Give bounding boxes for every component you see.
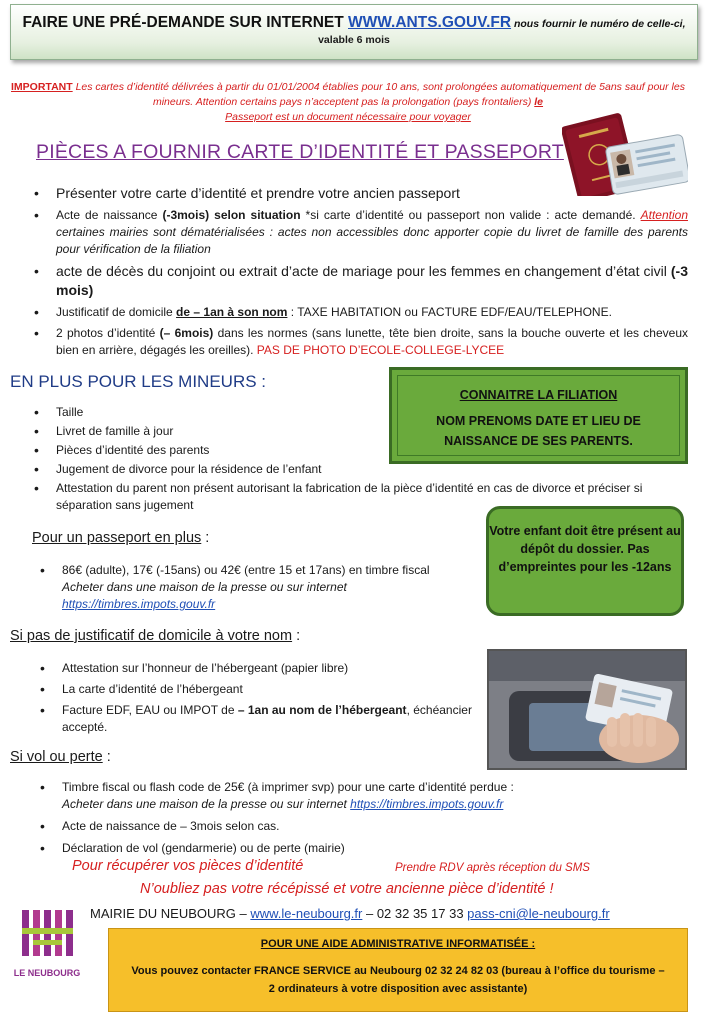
passport-list [34, 562, 474, 613]
list-item: • Timbre fiscal ou flash code de 25€ (à imprimer svp) pour une carte d’identité perdue : Acheter dans une maison de la presse ou sur internet https://timbres.impots.gouv.fr [34, 779, 674, 813]
ants-link[interactable]: WWW.ANTS.GOUV.FR [348, 14, 512, 31]
list-item: • Attestation du parent non présent autorisant la fabrication de la pièce d’identité en cas de divorce et préciser si séparation sans jugement [28, 480, 693, 514]
theft-loss-section-title: Si vol ou perte : [10, 749, 111, 765]
list-item: • Livret de famille à jour [28, 423, 693, 440]
list-item: • 2 photos d’identité (– 6mois) dans les normes (sans lunette, tête bien droite, sans la bouche ouverte et les cheveux bien en arrière, dégagés les oreilles). PAS DE PHOTO D’ECOLE-COLLEGE-LYCEE [28, 325, 688, 359]
list-item: • Présenter votre carte d’identité et prendre votre ancien passeport [28, 184, 688, 203]
passport-section-title: Pour un passeport en plus : [32, 530, 210, 546]
retrieval-note: Pour récupérer vos pièces d’identité [72, 858, 304, 874]
mairie-contact: MAIRIE DU NEUBOURG – www.le-neubourg.fr – 02 32 35 17 33 pass-cni@le-neubourg.fr [90, 906, 610, 921]
fingerprint-scanner-image [487, 649, 687, 770]
header-validity: valable 6 mois [318, 34, 390, 46]
list-item: • Acte de naissance de – 3mois selon cas. [34, 818, 674, 835]
admin-help-title: POUR UNE AIDE ADMINISTRATIVE INFORMATISÉE : [260, 938, 536, 950]
list-item: • Attestation sur l’honneur de l’hébergeant (papier libre) [34, 660, 479, 677]
list-item: • Justificatif de domicile de – 1an à son nom : TAXE HABITATION ou FACTURE EDF/EAU/TELEPHONE. [28, 304, 688, 321]
admin-help-text: Vous pouvez contacter FRANCE SERVICE au Neubourg 02 32 24 82 03 (bureau à l’office du tourisme – 2 ordinateurs à votre disposition avec assistante) [131, 965, 665, 995]
filiation-title: CONNAITRE LA FILIATION [459, 388, 618, 402]
list-item: • Taille [28, 404, 693, 421]
header-banner [10, 4, 698, 60]
svg-text:LE NEUBOURG: LE NEUBOURG [14, 968, 80, 978]
list-item: • Déclaration de vol (gendarmerie) ou de perte (mairie) [34, 840, 674, 857]
domicile-list [34, 660, 479, 740]
appointment-note: Prendre RDV après réception du SMS [395, 862, 590, 874]
reminder-note: N’oubliez pas votre récépissé et votre ancienne pièce d’identité ! [140, 881, 554, 897]
header-line [11, 14, 697, 32]
list-item: • 86€ (adulte), 17€ (-15ans) ou 42€ (entre 15 et 17ans) en timbre fiscal Acheter dans une maison de la presse ou sur internet https://timbres.impots.gouv.fr [34, 562, 474, 613]
passport-id-card-image [562, 104, 688, 196]
list-item: • La carte d’identité de l’hébergeant [34, 681, 479, 698]
header-note: nous fournir le numéro de celle-ci, [511, 18, 686, 30]
admin-help-box [108, 928, 688, 1012]
important-label: IMPORTANT [11, 81, 73, 93]
important-text: Les cartes d’identité délivrées à partir du 01/01/2004 établies pour 10 ans, sont prolongées automatiquement de 5ans sauf pour les mineurs. Attention certains pays n’acceptent pas la prolongation (pays frontaliers) [72, 81, 685, 108]
timbres-link-2[interactable]: https://timbres.impots.gouv.fr [350, 797, 504, 811]
important-le: le [534, 96, 544, 108]
header-main-text: FAIRE UNE PRÉ-DEMANDE SUR INTERNET [22, 14, 349, 31]
minors-section-title: EN PLUS POUR LES MINEURS : [10, 372, 267, 391]
documents-list [28, 184, 688, 363]
important-passport-line: Passeport est un document nécessaire pour voyager [225, 111, 471, 123]
le-neubourg-logo [14, 906, 80, 988]
theft-loss-list [34, 779, 674, 862]
domicile-section-title: Si pas de justificatif de domicile à votre nom : [10, 628, 301, 644]
list-item: • Pièces d’identité des parents [28, 442, 693, 459]
list-item: • Facture EDF, EAU ou IMPOT de – 1an au nom de l’hébergeant, échéancier accepté. [34, 702, 479, 736]
list-item: • Acte de naissance (-3mois) selon situation *si carte d’identité ou passeport non valide : acte demandé. Attention certaines mairies sont dématérialisées : actes non accessibles donc apporter copie du livret de famille des parents pour vérification de la filiation [28, 207, 688, 258]
filiation-text: NOM PRENOMS DATE ET LIEU DE NAISSANCE DE SES PARENTS. [436, 414, 641, 448]
mairie-website-link[interactable]: www.le-neubourg.fr [250, 906, 363, 921]
minors-list [28, 404, 693, 516]
page-title: PIÈCES A FOURNIR CARTE D’IDENTITÉ ET PASSEPORT [36, 141, 564, 163]
list-item: • acte de décès du conjoint ou extrait d’acte de mariage pour les femmes en changement d’état civil (-3 mois) [28, 262, 688, 300]
list-item: • Jugement de divorce pour la résidence de l’enfant [28, 461, 693, 478]
mairie-email-link[interactable]: pass-cni@le-neubourg.fr [467, 906, 610, 921]
child-presence-box: Votre enfant doit être présent au dépôt du dossier. Pas d’empreintes pour les -12ans [486, 506, 684, 616]
timbres-link[interactable]: https://timbres.impots.gouv.fr [62, 597, 216, 611]
